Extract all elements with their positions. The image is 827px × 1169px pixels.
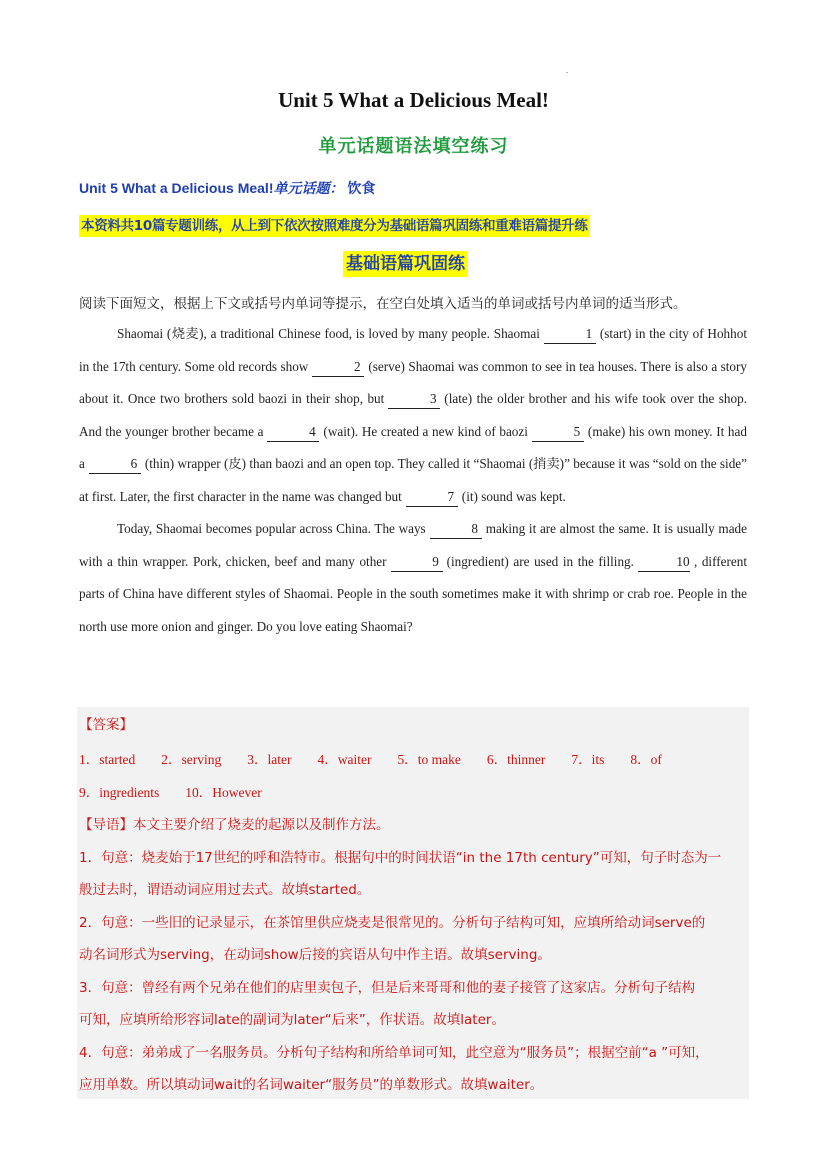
answer-item: 2．serving (161, 752, 222, 767)
page-marker: . (566, 66, 568, 75)
blank-3[interactable]: 3 (388, 390, 440, 409)
section-title: 基础语篇巩固练 (343, 251, 468, 277)
unit-topic-label: 单元话题： (273, 181, 344, 197)
answer-item: 10．However (185, 785, 262, 800)
answer-row-1 (79, 748, 688, 768)
instructions: 阅读下面短文，根据上下文或括号内单词等提示，在空白处填入适当的单词或括号内单词的适当形式。 (79, 296, 687, 312)
guide-line (79, 813, 390, 833)
answer-item: 9．ingredients (79, 785, 160, 800)
answer-section (77, 707, 749, 1099)
blank-10[interactable]: 10 (638, 553, 690, 572)
answer-label: 【答案】 (79, 717, 133, 733)
guide-label: 【导语】 (79, 817, 133, 833)
passage-text: Today, Shaomai becomes popular across China. The ways (117, 521, 426, 536)
blank-9[interactable]: 9 (391, 553, 443, 572)
explanation-4b: 应用单数。所以填动词wait的名词waiter“服务员”的单数形式。故填waiter。 (79, 1077, 544, 1093)
passage-text: Shaomai (烧麦), a traditional Chinese food, is loved by many people. Shaomai (117, 326, 540, 341)
passage-paragraph-2 (79, 513, 747, 643)
blank-7[interactable]: 7 (406, 488, 458, 507)
explanation-3b: 可知，应填所给形容词late的副词为later“后来”，作状语。故填later。 (79, 1012, 505, 1028)
answer-item: 3．later (247, 752, 292, 767)
blank-1[interactable]: 1 (544, 325, 596, 344)
resource-note: 本资料共10篇专题训练，从上到下依次按照难度分为基础语篇巩固练和重难语篇提升练 (79, 215, 590, 237)
blank-4[interactable]: 4 (267, 423, 319, 442)
passage-text: (it) sound was kept. (461, 488, 566, 504)
answer-item: 5．to make (397, 752, 461, 767)
answer-item: 1．started (79, 752, 136, 767)
answer-item: 8．of (630, 752, 662, 767)
explanation-1a: 1．句意：烧麦始于17世纪的呼和浩特市。根据句中的时间状语“in the 17th century”可知，句子时态为一 (79, 850, 722, 866)
passage-text: (late) the older brother and his wife took over the shop. And the younger brother became a (79, 391, 747, 439)
explanation-1b: 般过去时，谓语动词应用过去式。故填started。 (79, 882, 371, 898)
passage-text: (thin) wrapper (皮) than baozi and an open top. They called it “Shaomai (捎卖)” because it was “sold on the side” at first. Later, the first character in the name was changed but (79, 456, 747, 504)
unit-topic-line (79, 178, 375, 198)
passage-text: (start) in the city of Hohhot in the 17th century. Some old records show (79, 326, 747, 374)
explanation-2b: 动名词形式为serving，在动词show后接的宾语从句中作主语。故填serving。 (79, 947, 551, 963)
passage-text: (wait). He created a new kind of baozi (323, 423, 528, 439)
blank-6[interactable]: 6 (89, 455, 141, 474)
passage-text: making it are almost the same. It is usually made with a thin wrapper. Pork, chicken, beef and many other (79, 521, 747, 569)
passage (79, 318, 747, 643)
guide-text: 本文主要介绍了烧麦的起源以及制作方法。 (133, 817, 390, 833)
passage-text: (make) his own money. It had a (79, 423, 747, 471)
passage-text: , different parts of China have different styles of Shaomai. People in the south sometimes make it with shrimp or crab roe. People in the north use more onion and ginger. Do you love eating Shaomai? (79, 553, 747, 634)
passage-text: (serve) Shaomai was common to see in tea houses. There is also a story about it. Once two brothers sold baozi in their shop, but (79, 358, 747, 406)
blank-2[interactable]: 2 (312, 358, 364, 377)
explanation-3a: 3．句意：曾经有两个兄弟在他们的店里卖包子，但是后来哥哥和他的妻子接管了这家店。分析句子结构 (79, 980, 696, 996)
answer-item: 7．its (571, 752, 605, 767)
page-title: Unit 5 What a Delicious Meal! (278, 88, 549, 112)
unit-label: Unit 5 What a Delicious Meal! (79, 180, 274, 196)
passage-paragraph-1 (79, 318, 747, 513)
answer-item: 4．waiter (317, 752, 372, 767)
unit-topic: 饮食 (347, 181, 376, 197)
answer-item: 6．thinner (486, 752, 546, 767)
blank-8[interactable]: 8 (430, 520, 482, 539)
passage-text: (ingredient) are used in the filling. (446, 553, 634, 569)
page-subtitle: 单元话题语法填空练习 (318, 136, 509, 157)
explanation-2a: 2．句意：一些旧的记录显示，在茶馆里供应烧麦是很常见的。分析句子结构可知，应填所给动词serve的 (79, 915, 706, 931)
blank-5[interactable]: 5 (532, 423, 584, 442)
answer-row-2 (79, 781, 288, 801)
explanation-4a: 4．句意：弟弟成了一名服务员。分析句子结构和所给单词可知，此空意为“服务员”；根据空前“a ”可知， (79, 1045, 709, 1061)
